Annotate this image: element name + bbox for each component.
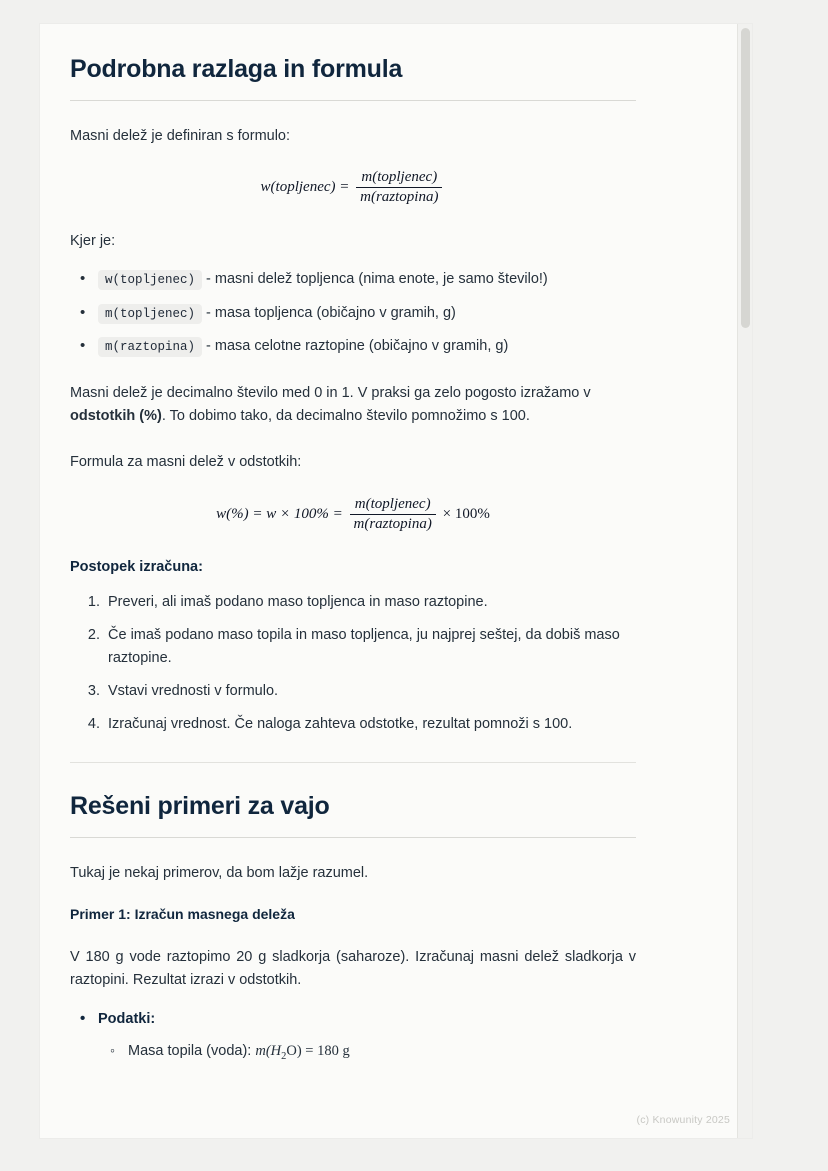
percent-paragraph-part1: Masni delež je decimalno število med 0 in 1. V praksi ga zelo pogosto izražamo v: [70, 385, 591, 402]
list-item: [70, 336, 636, 358]
list-item: [70, 303, 636, 325]
section-divider: [70, 762, 636, 763]
formula-lhs: w(topljenec) =: [260, 179, 350, 196]
formula2-denominator: m(raztopina): [353, 515, 432, 532]
formula2-fraction: [350, 496, 436, 533]
definition-text: - masni delež topljenca (nima enote, je samo število!): [206, 270, 548, 287]
percent-paragraph-part2: . To dobimo tako, da decimalno število pomnožimo s 100.: [161, 407, 530, 424]
data-item-symbol-end: O) = 180 g: [286, 1043, 350, 1060]
list-item: [98, 1041, 636, 1065]
list-item: 4. Izračunaj vrednost. Če naloga zahteva odstotke, rezultat pomnoži s 100.: [104, 713, 636, 735]
definitions-list: [70, 269, 636, 358]
formula-percent: [70, 496, 636, 533]
title-divider: [70, 100, 636, 101]
definition-code: m(raztopina): [98, 337, 202, 357]
percent-paragraph-bold: odstotkih (%): [70, 407, 162, 424]
definition-code: m(topljenec): [98, 304, 202, 324]
document-content: [40, 24, 690, 1065]
scrollbar-thumb[interactable]: [741, 28, 750, 328]
scrollbar-track[interactable]: [737, 24, 752, 1138]
list-item: [70, 1009, 636, 1064]
formula-numerator: m(topljenec): [356, 169, 442, 188]
watermark: (c) Knowunity 2025: [636, 1114, 730, 1126]
definition-text: - masa celotne raztopine (običajno v gramih, g): [206, 338, 509, 355]
data-label: Podatki:: [98, 1011, 156, 1028]
formula2-lhs: w(%) = w × 100% =: [216, 505, 343, 522]
formula-fraction: [356, 169, 442, 206]
formula2-rhs: × 100%: [442, 505, 490, 522]
intro-paragraph: Masni delež je definiran s formulo:: [70, 128, 291, 144]
list-item: 1. Preveri, ali imaš podano maso topljenca in maso raztopine.: [104, 591, 636, 613]
definition-text: - masa topljenca (običajno v gramih, g): [206, 304, 456, 321]
definition-code: w(topljenec): [98, 270, 202, 290]
procedure-heading: Postopek izračuna:: [70, 558, 203, 575]
examples-intro: Tukaj je nekaj primerov, da bom lažje razumel.: [70, 864, 369, 881]
formula2-label: Formula za masni delež v odstotkih:: [70, 454, 302, 471]
formula-mass-fraction: [70, 169, 636, 206]
page-title: Podrobna razlaga in formula: [70, 55, 403, 83]
procedure-steps: [70, 591, 636, 736]
percent-paragraph: [70, 382, 636, 427]
data-item-symbol: m(H: [255, 1043, 282, 1060]
document-sheet: [40, 24, 752, 1138]
example-1-sub-data: [98, 1041, 636, 1065]
formula2-numerator: m(topljenec): [350, 496, 436, 515]
example-1-text: V 180 g vode raztopimo 20 g sladkorja (saharoze). Izračunaj masni delež sladkorja v raztopini. Rezultat izrazi v odstotkih.: [70, 949, 636, 988]
list-item: 2. Če imaš podano maso topila in maso topljenca, ju najprej seštej, da dobiš maso raztopine.: [104, 624, 636, 669]
section-title-examples: Rešeni primeri za vajo: [70, 791, 330, 820]
example-1-title: Primer 1: Izračun masnega deleža: [70, 906, 295, 923]
formula-denominator: m(raztopina): [360, 189, 439, 206]
where-label: Kjer je:: [70, 233, 116, 250]
list-item: 3. Vstavi vrednosti v formulo.: [104, 680, 636, 702]
section2-title-divider: [70, 837, 636, 838]
list-item: [70, 269, 636, 291]
data-item-subscript: 2: [281, 1050, 287, 1062]
example-1-data: [70, 1009, 636, 1064]
data-item-prefix: Masa topila (voda):: [128, 1043, 256, 1060]
